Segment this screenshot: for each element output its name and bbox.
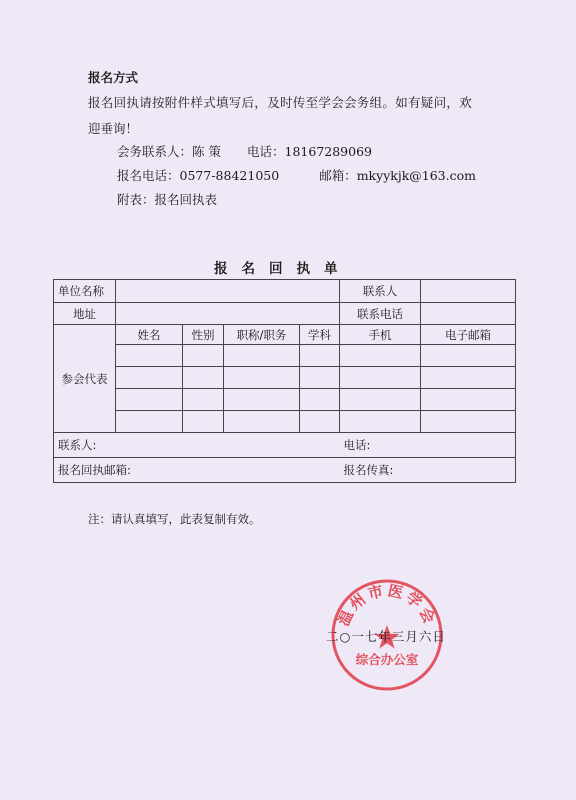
attendee-title-cell[interactable] (224, 411, 300, 433)
attendee-name-cell[interactable] (116, 345, 183, 367)
unit-name-label: 单位名称 (54, 280, 116, 303)
contact-name: 陈 策 (192, 144, 221, 159)
footer-fax-label: 报名传真: (340, 458, 516, 483)
attendee-title-cell[interactable] (224, 389, 300, 411)
attendee-email-cell[interactable] (421, 389, 516, 411)
contact-label: 会务联系人： (117, 144, 193, 159)
footer-contact-label: 联系人: (54, 433, 340, 458)
attendee-discipline-cell[interactable] (300, 411, 340, 433)
attendee-title-cell[interactable] (224, 367, 300, 389)
attendee-row (54, 411, 516, 433)
column-header-mobile: 手机 (340, 325, 421, 345)
contact-line (117, 142, 372, 160)
attendee-name-cell[interactable] (116, 367, 183, 389)
address-label: 地址 (54, 303, 116, 325)
table-header-row (54, 325, 516, 345)
registration-email: mkyykjk@163.com (356, 168, 476, 183)
attendee-gender-cell[interactable] (183, 367, 224, 389)
attendee-mobile-cell[interactable] (340, 367, 421, 389)
attendee-discipline-cell[interactable] (300, 367, 340, 389)
table-row (54, 303, 516, 325)
attendee-mobile-cell[interactable] (340, 411, 421, 433)
attendee-discipline-cell[interactable] (300, 389, 340, 411)
attendee-row (54, 389, 516, 411)
attendee-row (54, 367, 516, 389)
registration-form-table (53, 279, 516, 483)
seal-text-bottom: 综合办公室 (355, 652, 419, 667)
column-header-gender: 性别 (183, 325, 224, 345)
form-note: 注：请认真填写，此表复制有效。 (88, 512, 261, 526)
contact-phone-field[interactable] (421, 303, 516, 325)
section-heading: 报名方式 (88, 70, 139, 85)
footer-phone-label: 电话: (340, 433, 516, 458)
attendee-name-cell[interactable] (116, 389, 183, 411)
column-header-email: 电子邮箱 (421, 325, 516, 345)
attendee-gender-cell[interactable] (183, 389, 224, 411)
footer-row (54, 458, 516, 483)
contact-person-label: 联系人 (340, 280, 421, 303)
table-row (54, 280, 516, 303)
instructions-line-1: 报名回执请按附件样式填写后，及时传至学会会务组。如有疑问，欢 (88, 95, 473, 110)
attendee-title-cell[interactable] (224, 345, 300, 367)
attendee-mobile-cell[interactable] (340, 345, 421, 367)
contact-phone-label: 电话： (247, 144, 285, 159)
column-header-name: 姓名 (116, 325, 183, 345)
registration-phone-label: 报名电话： (117, 168, 180, 183)
footer-email-label: 报名回执邮箱: (54, 458, 340, 483)
unit-name-field[interactable] (116, 280, 340, 303)
registration-email-label: 邮箱： (319, 168, 357, 183)
date-line: 二○一七年三月六日 (326, 629, 446, 644)
column-header-discipline: 学科 (300, 325, 340, 345)
attendee-email-cell[interactable] (421, 367, 516, 389)
registration-line (117, 166, 476, 184)
attachment-label: 附表： (117, 192, 155, 207)
attendee-row (54, 345, 516, 367)
attendee-email-cell[interactable] (421, 411, 516, 433)
seal-text-top: 温州市医学会 (334, 581, 440, 629)
attendee-discipline-cell[interactable] (300, 345, 340, 367)
contact-person-field[interactable] (421, 280, 516, 303)
contact-phone: 18167289069 (284, 144, 372, 159)
attendee-gender-cell[interactable] (183, 411, 224, 433)
form-title: 报名回执单 (214, 261, 352, 277)
address-field[interactable] (116, 303, 340, 325)
attachment-value: 报名回执表 (154, 192, 218, 207)
attendee-mobile-cell[interactable] (340, 389, 421, 411)
column-header-title: 职称/职务 (224, 325, 300, 345)
attendees-label: 参会代表 (54, 325, 116, 433)
footer-row (54, 433, 516, 458)
registration-phone: 0577-88421050 (179, 168, 280, 183)
attachment-line (117, 190, 217, 208)
attendee-email-cell[interactable] (421, 345, 516, 367)
attendee-gender-cell[interactable] (183, 345, 224, 367)
attendee-name-cell[interactable] (116, 411, 183, 433)
contact-phone-label: 联系电话 (340, 303, 421, 325)
instructions-line-2: 迎垂询！ (88, 121, 139, 136)
